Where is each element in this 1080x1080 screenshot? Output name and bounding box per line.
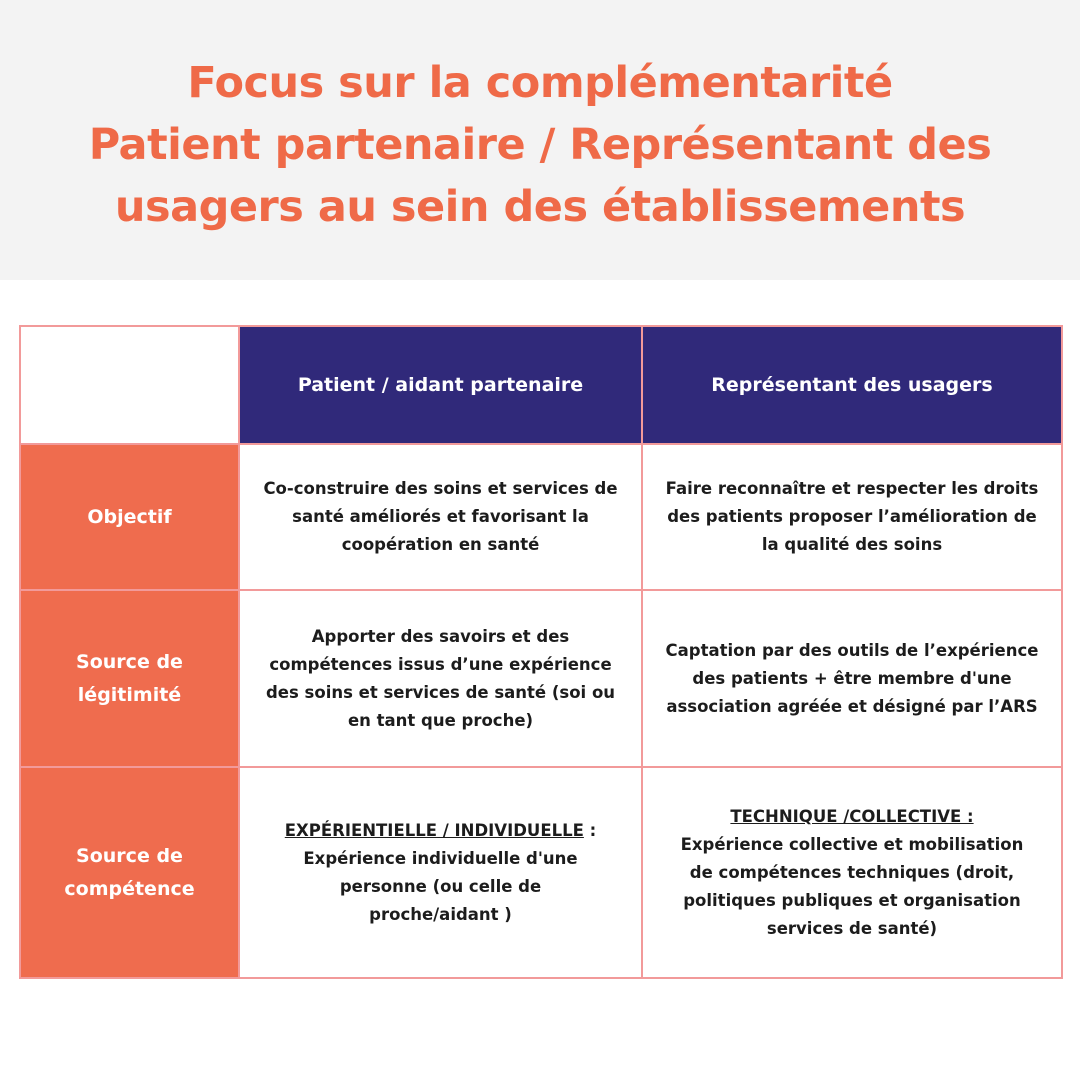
page-title — [0, 52, 1080, 238]
comparison-table — [19, 325, 1063, 979]
column-header-patient: Patient / aidant partenaire — [239, 326, 642, 444]
cell-competence-representant — [642, 767, 1062, 978]
row-header-legitimite: Source de légitimité — [20, 590, 239, 767]
row-header-objectif: Objectif — [20, 444, 239, 590]
cell-competence-patient — [239, 767, 642, 978]
title-line-3: usagers au sein des établissements — [114, 182, 966, 232]
competence-patient-heading-suffix: : — [583, 820, 597, 840]
cell-objectif-representant: Faire reconnaître et respecter les droits des patients proposer l’amélioration de la qualité des soins — [642, 444, 1062, 590]
competence-patient-heading: EXPÉRIENTIELLE / INDIVIDUELLE — [284, 820, 584, 840]
title-line-1: Focus sur la complémentarité — [187, 58, 893, 108]
table-row-objectif — [20, 444, 1062, 590]
row-header-competence: Source de compétence — [20, 767, 239, 978]
competence-representant-heading: TECHNIQUE /COLLECTIVE : — [730, 806, 974, 826]
title-line-2: Patient partenaire / Représentant des — [88, 120, 992, 170]
table-corner-cell — [20, 326, 239, 444]
cell-legitimite-representant: Captation par des outils de l’expérience des patients + être membre d'une association agréée et désigné par l’ARS — [642, 590, 1062, 767]
table-row-competence — [20, 767, 1062, 978]
cell-objectif-patient: Co-construire des soins et services de santé améliorés et favorisant la coopération en santé — [239, 444, 642, 590]
column-header-representant: Représentant des usagers — [642, 326, 1062, 444]
competence-patient-heading-line — [254, 817, 627, 845]
competence-patient-text: Expérience individuelle d'une personne (ou celle de proche/aidant ) — [303, 848, 578, 924]
table-row-legitimite — [20, 590, 1062, 767]
cell-legitimite-patient: Apporter des savoirs et des compétences issus d’une expérience des soins et services de santé (soi ou en tant que proche) — [239, 590, 642, 767]
competence-representant-text: Expérience collective et mobilisation de compétences techniques (droit, politiques publiques et organisation services de santé) — [680, 834, 1024, 938]
table-header-row — [20, 326, 1062, 444]
